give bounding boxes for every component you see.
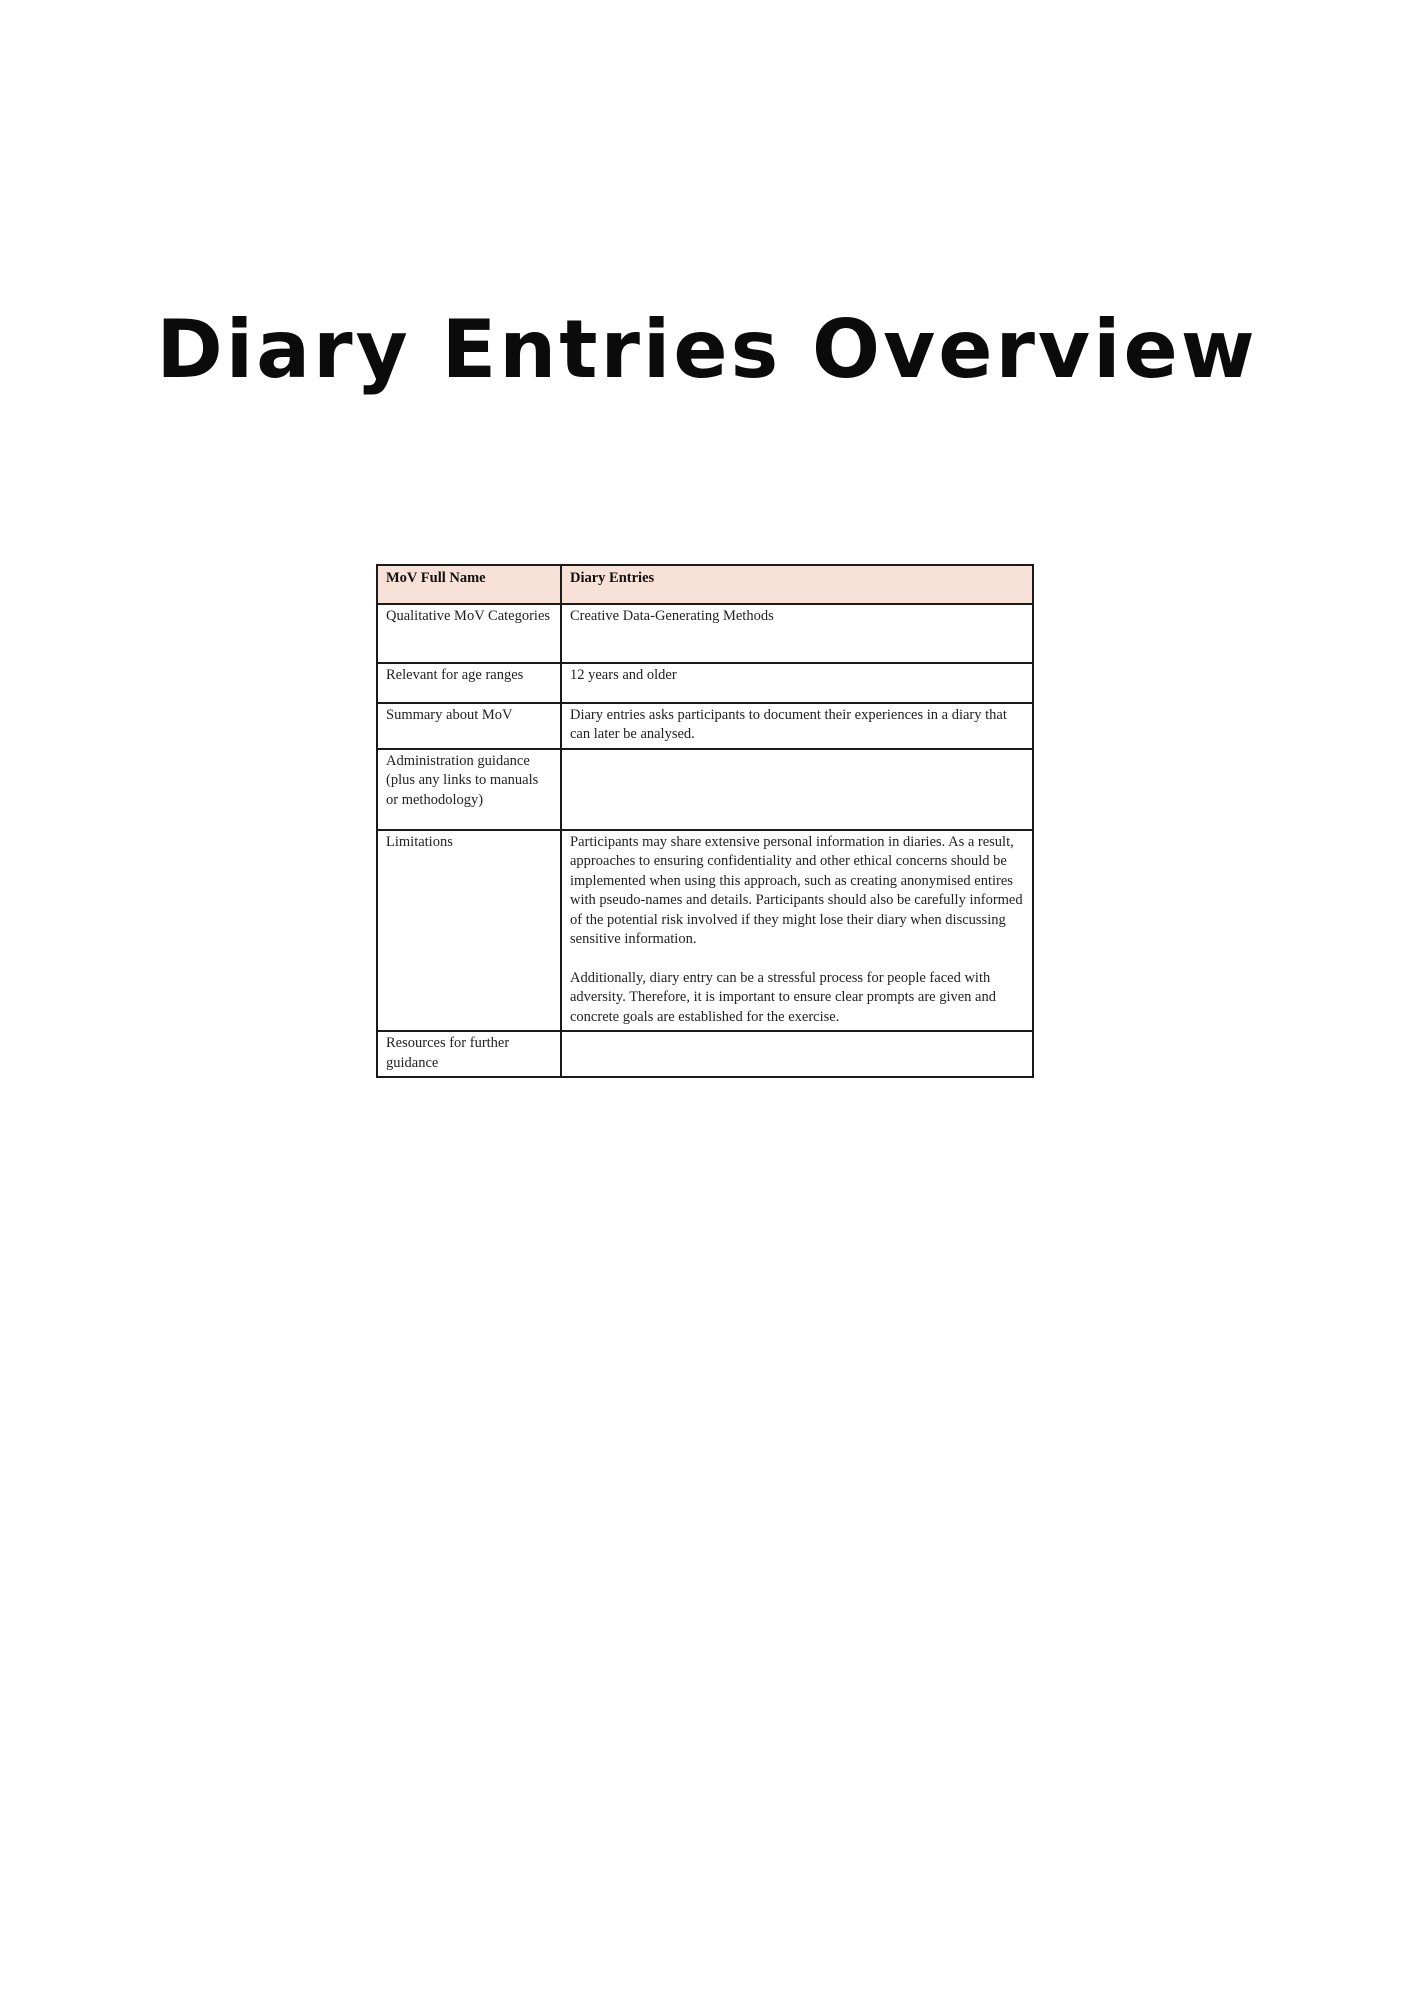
table-row-summary bbox=[377, 703, 1033, 749]
row-label: Limitations bbox=[377, 830, 561, 1032]
table-row-administration-guidance bbox=[377, 749, 1033, 830]
table-header-row bbox=[377, 565, 1033, 604]
mov-overview-table bbox=[376, 564, 1034, 1078]
page-title: Diary Entries Overview bbox=[156, 303, 1258, 396]
table-row-age-ranges bbox=[377, 663, 1033, 703]
table-row-limitations bbox=[377, 830, 1033, 1032]
table-row-resources bbox=[377, 1031, 1033, 1077]
row-value bbox=[561, 1031, 1033, 1077]
row-label: Resources for further guidance bbox=[377, 1031, 561, 1077]
row-value bbox=[561, 749, 1033, 830]
table-row-categories bbox=[377, 604, 1033, 663]
limitations-paragraph: Additionally, diary entry can be a stressful process for people faced with adversity. Therefore, it is important to ensure clear prompts are given and concrete goals are established for the exercise. bbox=[570, 969, 996, 1025]
header-value-cell: Diary Entries bbox=[561, 565, 1033, 604]
row-value: 12 years and older bbox=[561, 663, 1033, 703]
row-label: Summary about MoV bbox=[377, 703, 561, 749]
limitations-paragraph: Participants may share extensive personal information in diaries. As a result, approaches to ensuring confidentiality and other ethical concerns should be implemented when using this approach, such as creating anonymised entires with pseudo-names and details. Participants should also be carefully informed of the potential risk involved if they might lose their diary when discussing sensitive information. bbox=[570, 833, 1023, 947]
row-label: Relevant for age ranges bbox=[377, 663, 561, 703]
row-value: Diary entries asks participants to document their experiences in a diary that can later be analysed. bbox=[561, 703, 1033, 749]
row-label: Qualitative MoV Categories bbox=[377, 604, 561, 663]
row-value: Creative Data-Generating Methods bbox=[561, 604, 1033, 663]
row-label: Administration guidance (plus any links to manuals or methodology) bbox=[377, 749, 561, 830]
row-value bbox=[561, 830, 1033, 1032]
header-label-cell: MoV Full Name bbox=[377, 565, 561, 604]
